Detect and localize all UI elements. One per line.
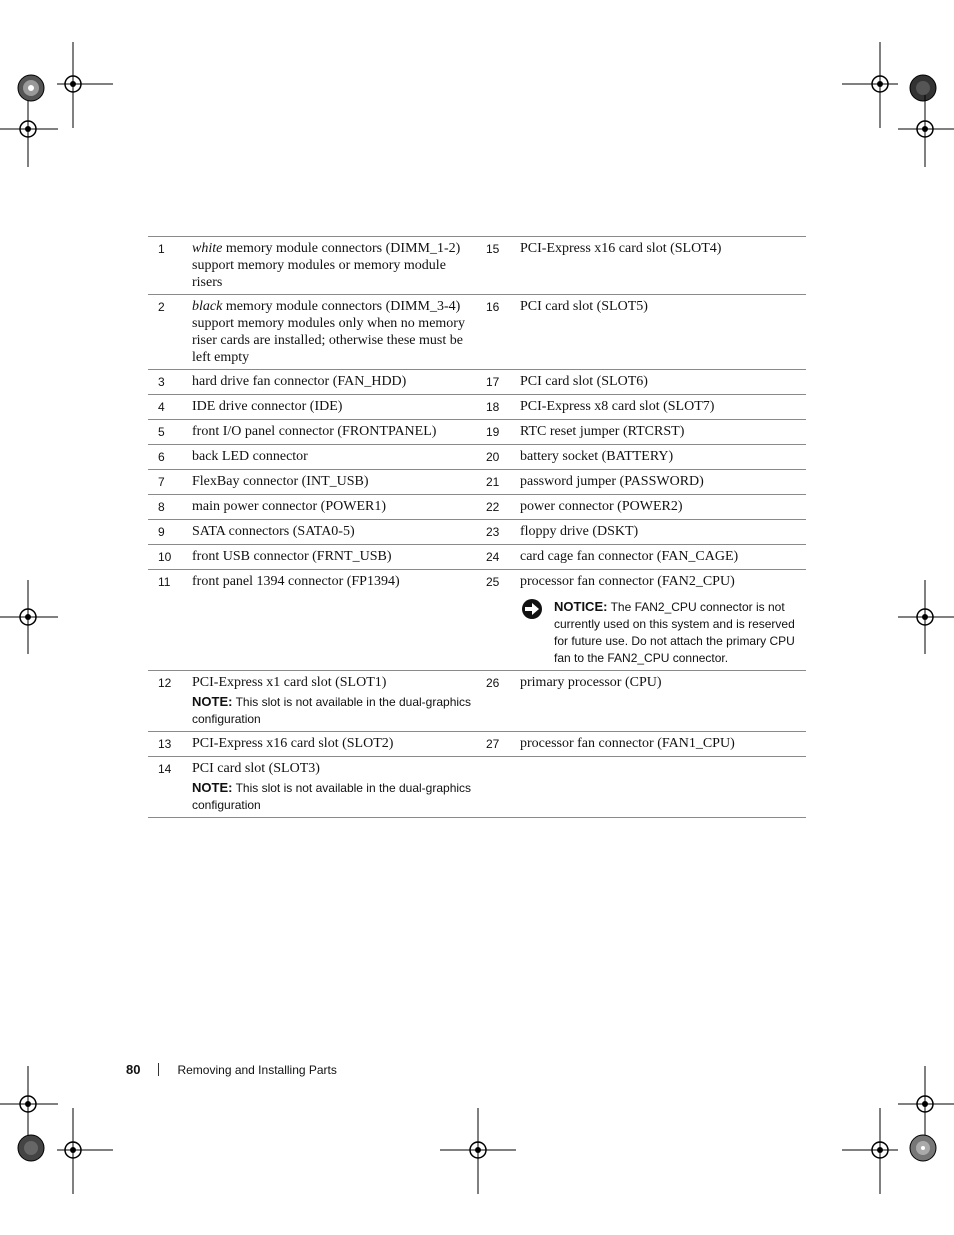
parts-table: [148, 236, 806, 818]
item-number: 18: [476, 395, 520, 420]
crop-mark-mid-right: [898, 580, 954, 654]
item-number: 15: [476, 237, 520, 295]
item-description-text: PCI-Express x1 card slot (SLOT1): [192, 675, 387, 690]
color-wheel-top-left: [17, 74, 45, 102]
item-description-text: front panel 1394 connector (FP1394): [192, 574, 400, 589]
item-number: 21: [476, 470, 520, 495]
item-description: [520, 237, 806, 295]
notice-text: The FAN2_CPU connector is not currently used on this system and is reserved for future use. Do not attach the primary CPU fan to the FAN2_CPU connector.: [554, 600, 795, 665]
note: [192, 779, 472, 814]
table-row: [148, 395, 806, 420]
item-number: 10: [148, 545, 192, 570]
item-description: [520, 545, 806, 570]
parts-table-body: [148, 237, 806, 818]
item-description: [192, 520, 476, 545]
item-description-text: SATA connectors (SATA0-5): [192, 524, 355, 539]
item-description: [520, 757, 806, 818]
item-number: 19: [476, 420, 520, 445]
item-description-text: RTC reset jumper (RTCRST): [520, 424, 685, 439]
item-description-text: battery socket (BATTERY): [520, 449, 674, 464]
item-number: 4: [148, 395, 192, 420]
item-number: 2: [148, 295, 192, 370]
item-description: [520, 295, 806, 370]
item-description-lead: white: [192, 241, 223, 256]
table-row: [148, 570, 806, 671]
table-row: [148, 370, 806, 395]
table-row: [148, 445, 806, 470]
item-number: 23: [476, 520, 520, 545]
item-number: 8: [148, 495, 192, 520]
item-description: [192, 545, 476, 570]
item-number: 6: [148, 445, 192, 470]
item-number: 1: [148, 237, 192, 295]
item-description: [520, 570, 806, 671]
footer-section-title: Removing and Installing Parts: [177, 1063, 337, 1077]
item-description-text: power connector (POWER2): [520, 499, 683, 514]
registration-mark-bottom-left: [57, 1108, 113, 1194]
item-number: 27: [476, 732, 520, 757]
registration-mark-bottom-center: [440, 1108, 516, 1194]
crop-mark-top-right-side: [898, 95, 954, 167]
item-description-text: memory module connectors (DIMM_1-2) support memory modules or memory module risers: [192, 241, 461, 290]
item-description: [192, 420, 476, 445]
item-description-text: PCI card slot (SLOT5): [520, 299, 648, 314]
item-description: [192, 495, 476, 520]
item-number: 17: [476, 370, 520, 395]
item-description-text: front USB connector (FRNT_USB): [192, 549, 392, 564]
item-number: 24: [476, 545, 520, 570]
item-number: 9: [148, 520, 192, 545]
item-description: [520, 671, 806, 732]
item-description: [192, 570, 476, 671]
item-number: 12: [148, 671, 192, 732]
note-text: This slot is not available in the dual-graphics configuration: [192, 695, 472, 726]
notice-arrow-icon: [520, 599, 544, 624]
crop-mark-bottom-left-side: [0, 1066, 58, 1140]
table-row: [148, 420, 806, 445]
item-description-lead: black: [192, 299, 223, 314]
item-number: 3: [148, 370, 192, 395]
item-number: 22: [476, 495, 520, 520]
item-description: [520, 370, 806, 395]
item-description-text: FlexBay connector (INT_USB): [192, 474, 369, 489]
item-description: [192, 370, 476, 395]
item-description-text: card cage fan connector (FAN_CAGE): [520, 549, 739, 564]
color-wheel-bottom-right: [909, 1134, 937, 1162]
table-row: [148, 732, 806, 757]
item-description-text: front I/O panel connector (FRONTPANEL): [192, 424, 437, 439]
item-number: 26: [476, 671, 520, 732]
table-row: [148, 495, 806, 520]
item-description-text: processor fan connector (FAN2_CPU): [520, 574, 735, 589]
item-description-text: hard drive fan connector (FAN_HDD): [192, 374, 407, 389]
item-number: 20: [476, 445, 520, 470]
item-number: 7: [148, 470, 192, 495]
crop-mark-top-left-side: [0, 95, 58, 167]
table-row: [148, 470, 806, 495]
item-description-text: memory module connectors (DIMM_3-4) support memory modules only when no memory riser cards are installed; otherwise these must be left empty: [192, 299, 465, 365]
item-description: [520, 470, 806, 495]
item-description-text: back LED connector: [192, 449, 308, 464]
item-description-text: password jumper (PASSWORD): [520, 474, 704, 489]
footer-separator: [158, 1063, 159, 1076]
item-description: [520, 495, 806, 520]
notice-label: NOTICE:: [554, 599, 608, 614]
note-label: NOTE:: [192, 780, 233, 795]
item-description: [192, 445, 476, 470]
table-row: [148, 671, 806, 732]
item-number: 5: [148, 420, 192, 445]
item-description: [192, 295, 476, 370]
item-description: [192, 395, 476, 420]
item-number: 13: [148, 732, 192, 757]
table-row: [148, 295, 806, 370]
crop-mark-bottom-right-side: [898, 1066, 954, 1140]
item-description: [520, 520, 806, 545]
item-number: 14: [148, 757, 192, 818]
item-description-text: primary processor (CPU): [520, 675, 662, 690]
item-description-text: PCI card slot (SLOT3): [192, 761, 320, 776]
notice: [520, 598, 802, 667]
item-description: [192, 757, 476, 818]
page-footer: [126, 1062, 337, 1077]
item-description-text: PCI-Express x8 card slot (SLOT7): [520, 399, 715, 414]
item-number: [476, 757, 520, 818]
item-number: 11: [148, 570, 192, 671]
registration-mark-top-right: [842, 42, 898, 128]
registration-mark-top-left: [57, 42, 113, 128]
item-description-text: IDE drive connector (IDE): [192, 399, 343, 414]
item-description: [192, 470, 476, 495]
note-text: This slot is not available in the dual-graphics configuration: [192, 781, 472, 812]
crop-mark-mid-left: [0, 580, 58, 654]
item-description: [192, 237, 476, 295]
item-description: [520, 445, 806, 470]
note: [192, 693, 472, 728]
table-row: [148, 520, 806, 545]
page-number: 80: [126, 1062, 141, 1077]
item-number: 16: [476, 295, 520, 370]
color-wheel-bottom-left: [17, 1134, 45, 1162]
item-description-text: processor fan connector (FAN1_CPU): [520, 736, 735, 751]
item-description-text: PCI-Express x16 card slot (SLOT4): [520, 241, 722, 256]
item-description: [520, 732, 806, 757]
item-description-text: PCI card slot (SLOT6): [520, 374, 648, 389]
table-row: [148, 757, 806, 818]
item-description-text: main power connector (POWER1): [192, 499, 386, 514]
item-description: [520, 395, 806, 420]
table-row: [148, 545, 806, 570]
item-description: [520, 420, 806, 445]
registration-mark-bottom-right: [842, 1108, 898, 1194]
note-label: NOTE:: [192, 694, 233, 709]
item-description-text: floppy drive (DSKT): [520, 524, 639, 539]
table-row: [148, 237, 806, 295]
item-description-text: PCI-Express x16 card slot (SLOT2): [192, 736, 394, 751]
item-number: 25: [476, 570, 520, 671]
item-description: [192, 671, 476, 732]
item-description: [192, 732, 476, 757]
